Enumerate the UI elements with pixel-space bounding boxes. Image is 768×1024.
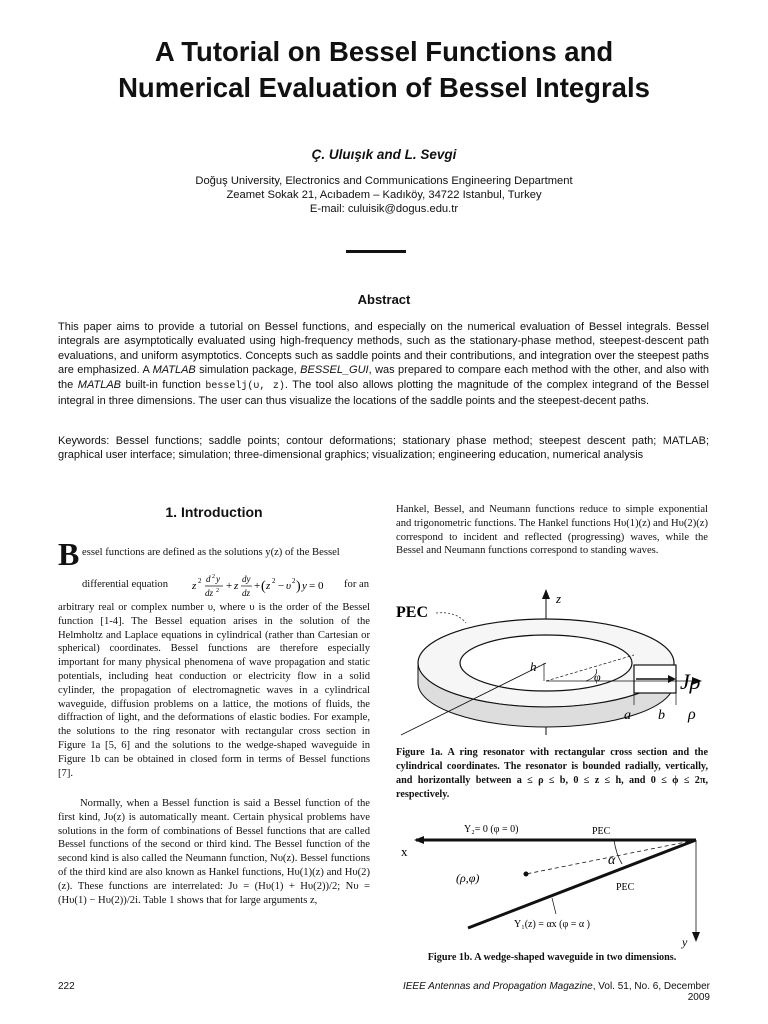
- x-axis-arrow: [414, 836, 424, 844]
- svg-text:z: z: [234, 580, 239, 592]
- svg-text:dz: dz: [242, 588, 251, 598]
- label-rho: ρ: [688, 706, 696, 723]
- label-y1: Y₁(z) = αx (φ = α ): [514, 919, 590, 930]
- svg-text:2: 2: [198, 577, 202, 585]
- abstract-part-a: This paper aims to provide a tutorial on Bessel functions, and especially on the numerical evaluation of Bessel integrals. Bessel integrals are asymptotically evaluated using high-frequency methods, such as the stationary-phase method, steepest-descent path evaluations, and uniform asymptotics. Concepts such as saddle points and their contributions, and integration over the steepest paths are emphasized. A: [58, 321, 709, 377]
- label-y: y: [682, 935, 688, 949]
- label-h: h: [530, 659, 537, 674]
- label-y2: Y₂= 0 (φ = 0): [464, 824, 519, 835]
- label-current-density: Jρ: [680, 669, 701, 694]
- label-pec: PEC: [396, 604, 428, 621]
- svg-text:y: y: [302, 580, 307, 592]
- bessel-equation: [192, 572, 332, 602]
- abstract-gui-name: BESSEL_GUI: [300, 364, 369, 377]
- title-divider: [346, 250, 406, 253]
- label-field-point: (ρ,φ): [456, 871, 480, 885]
- svg-text:υ: υ: [286, 580, 292, 592]
- svg-text:+: +: [226, 580, 233, 592]
- right-column-paragraph: Hankel, Bessel, and Neumann functions reduce to simple exponential and trigonometric functions. The Hankel functions Hυ(1)(z) and Hυ(2)(z) correspond to incident and reflected (progressing) waves, while the Bessel and Neumann functions correspond to standing waves.: [396, 504, 708, 557]
- svg-text:2: 2: [212, 574, 215, 580]
- abstract-code: besselj(υ, z): [205, 380, 285, 392]
- equation-suffix: for an: [344, 579, 369, 590]
- abstract-part-e: . The tool also allows plotting the magnitude of the complex integrand of the Bessel integral in three dimensions. The user can thus visualize the locations of the saddle points and the steepest-decent paths.: [58, 378, 709, 408]
- figure-1a-ring-resonator: [396, 585, 710, 745]
- figure-1b-caption: Figure 1b. A wedge-shaped waveguide in two dimensions.: [427, 952, 677, 963]
- intro-paragraph-1: arbitrary real or complex number υ, where υ is the order of the Bessel function [1-4]. The Bessel equation arises in the solution of the Helmholtz and Laplace equations in cylindrical (rather than Cartesian or spherical) coordinates. Bessel functions are therefore especially important for many physical phenomena of wave propagation and static potentials, including heat conduction or electricity flow in a solid cylinder, the propagation of electromagnetic waves in a cylindrical waveguide, diffusion problems on a lattice, the motions of fluids, the diffraction of light, and the deformations of elastic bodies. For example, the solutions to the ring resonator with rectangular cross section in Figure 1a [5, 6] and the solutions to the wedge-shaped waveguide in Figure 1b can be obtained in closed form in terms of Bessel functions [7].: [58, 602, 370, 779]
- section-heading-introduction: 1. Introduction: [165, 504, 263, 520]
- bessel-equation-line: [82, 572, 370, 602]
- svg-text:−: −: [278, 580, 285, 592]
- title-line-1: A Tutorial on Bessel Functions and: [154, 36, 614, 67]
- pec-pointer: [436, 613, 466, 623]
- label-pec-top: PEC: [592, 826, 611, 837]
- svg-text:2: 2: [272, 577, 276, 585]
- svg-text:= 0: = 0: [309, 580, 324, 592]
- intro-paragraph-1-start: essel functions are defined as the solutions y(z) of the Bessel: [82, 547, 340, 558]
- svg-text:2: 2: [292, 577, 296, 585]
- wedge-lower-wall: [468, 840, 696, 928]
- svg-text:): ): [296, 579, 301, 594]
- svg-text:2: 2: [216, 588, 219, 594]
- figure-1a-caption: Figure 1a. A ring resonator with rectangular cross section and the cylindrical coordinates. The resonator is bounded radially, vertically, and horizontally between a ≤ ρ ≤ b, 0 ≤ z ≤ h, and 0 ≤ ϕ ≤ 2π, respectively.: [396, 747, 708, 800]
- label-phi: φ: [594, 670, 601, 684]
- y-axis-arrow: [692, 932, 700, 942]
- figure-1b-wedge-waveguide: [396, 818, 710, 950]
- abstract-matlab-1: MATLAB: [152, 364, 196, 377]
- label-z: z: [556, 591, 562, 606]
- svg-text:(: (: [261, 579, 266, 594]
- abstract-text: [58, 320, 709, 408]
- abstract-part-c: , was prepared to compare each method with the other, and also with the: [58, 364, 709, 391]
- svg-text:dz: dz: [205, 588, 214, 598]
- paper-title: [40, 34, 728, 106]
- equation-prefix: differential equation: [82, 579, 168, 590]
- z-axis-arrow: [542, 589, 550, 599]
- journal-issue: , Vol. 51, No. 6, December 2009: [592, 981, 710, 1003]
- title-line-2: Numerical Evaluation of Bessel Integrals: [118, 72, 650, 103]
- svg-text:z: z: [266, 580, 271, 592]
- abstract-matlab-2: MATLAB: [77, 378, 121, 391]
- y1-pointer: [552, 898, 556, 914]
- svg-text:z: z: [192, 580, 197, 592]
- svg-text:d: d: [206, 574, 211, 584]
- page-number: 222: [58, 981, 75, 992]
- abstract-part-d: built-in function: [121, 378, 206, 391]
- journal-footer: [390, 981, 710, 1003]
- label-alpha: α: [608, 853, 616, 868]
- abstract-part-b: simulation package,: [195, 364, 301, 377]
- affiliation-email: E-mail: culuisik@dogus.edu.tr: [309, 203, 459, 215]
- label-a: a: [624, 708, 631, 723]
- affiliation-line-1: Doğuş University, Electronics and Communications Engineering Department: [195, 175, 573, 187]
- field-point: [524, 872, 529, 877]
- keywords: Keywords: Bessel functions; saddle points; contour deformations; stationary phase method; steepest descent path; MATLAB; graphical user interface; simulation; three-dimensional graphics; visualization; engineering education, numerical analysis: [58, 435, 709, 462]
- affiliation-line-2: Zeamet Sokak 21, Acıbadem – Kadıköy, 34722 Istanbul, Turkey: [226, 189, 542, 201]
- journal-name: IEEE Antennas and Propagation Magazine: [402, 981, 593, 992]
- abstract-heading: Abstract: [357, 292, 411, 307]
- svg-text:+: +: [254, 580, 261, 592]
- svg-text:y: y: [216, 574, 220, 584]
- label-b: b: [658, 708, 665, 723]
- svg-text:dy: dy: [242, 574, 251, 584]
- label-x: x: [401, 844, 408, 859]
- affiliation: [0, 174, 768, 216]
- intro-paragraph-2: Normally, when a Bessel function is said a Bessel function of the first kind, Jυ(z) is automatically meant. Certain physical problems have solutions in the form of combinations of Bessel functions that are called Bessel functions of the second or third kind. The Bessel function of the second kind is also called the Neumann function, Nυ(z). Bessel functions of the third kind are also known as Hankel functions, Hυ(1)(z) and Hυ(2)(z). These functions are interrelated: Jυ = (Hυ(1) + Hυ(2))/2; Nυ = (Hυ(1) − Hυ(2))/2i. Table 1 shows that for large arguments z,: [58, 798, 370, 906]
- label-pec-bottom: PEC: [616, 882, 635, 893]
- authors: Ç. Uluışık and L. Sevgi: [311, 147, 457, 162]
- drop-cap: B: [58, 536, 80, 572]
